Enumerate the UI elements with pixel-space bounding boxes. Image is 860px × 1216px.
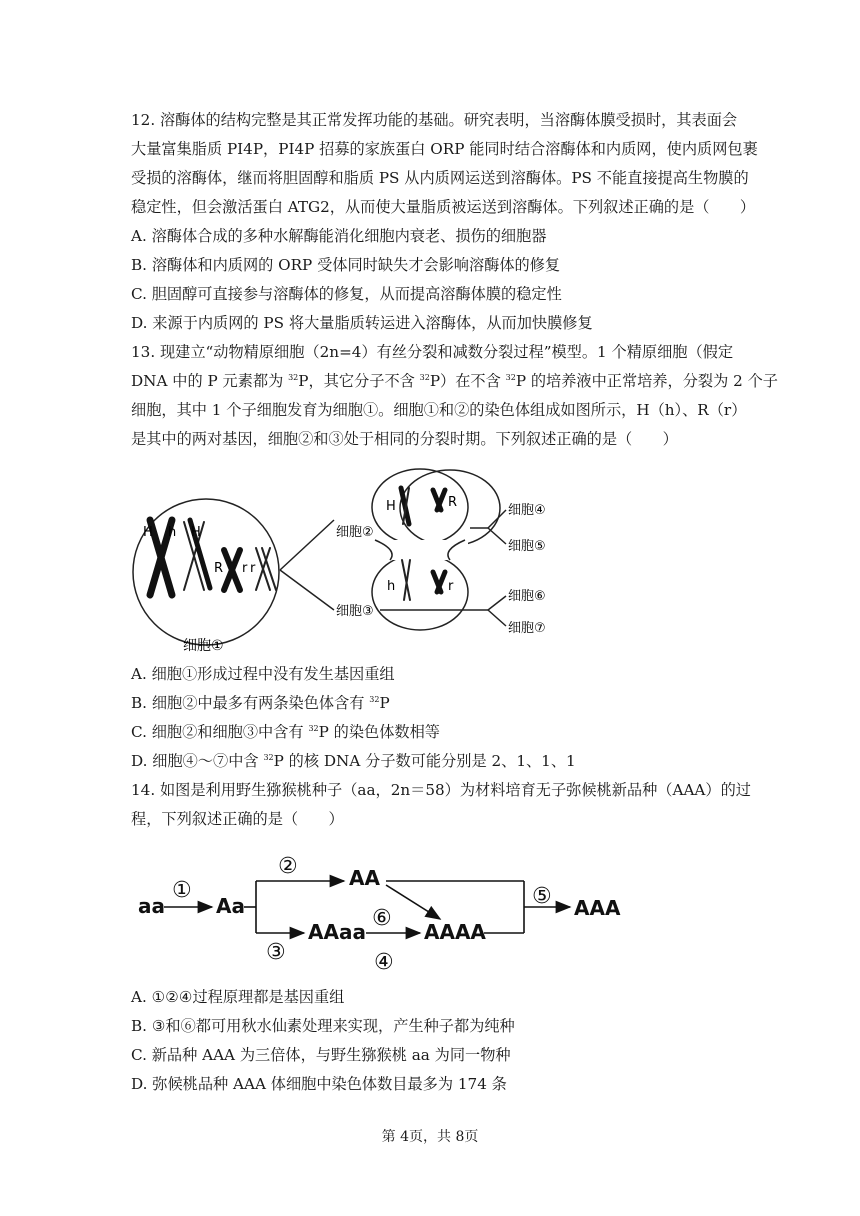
isotope-superscript: 32	[419, 373, 430, 382]
label-gene-R: R	[448, 495, 458, 510]
arrow-to-cell-5	[488, 528, 506, 544]
q14-option-a: A. ①②④过程原理都是基因重组	[131, 988, 345, 1006]
step-5-label: ⑤	[532, 884, 552, 909]
step-6-label: ⑥	[372, 906, 392, 931]
label-cell-4: 细胞④	[508, 503, 546, 518]
label-gene-h: h	[168, 525, 177, 540]
label-gene-H: H	[386, 499, 396, 514]
q12-stem-line-4: 稳定性，但会激活蛋白 ATG2，从而使大量脂质被运送到溶酶体。下列叙述正确的是（ ）	[131, 198, 756, 216]
label-gene-R: R	[214, 561, 224, 576]
page-footer: 第 4页，共 8页	[381, 1129, 479, 1145]
label-cell-7: 细胞⑦	[508, 621, 546, 636]
isotope-superscript: 32	[505, 373, 516, 382]
q12-option-c: C. 胆固醇可直接参与溶酶体的修复，从而提高溶酶体膜的稳定性	[131, 285, 562, 303]
label-cell-5: 细胞⑤	[508, 539, 546, 554]
label-gene-r: r	[250, 561, 256, 576]
q13-stem-line-3: 细胞，其中 1 个子细胞发育为细胞①。细胞①和②的染色体组成如图所示，H（h）、R（r）	[131, 401, 747, 419]
step-2-label: ②	[278, 854, 298, 879]
label-gene-r: r	[448, 579, 454, 594]
q12-option-d: D. 来源于内质网的 PS 将大量脂质转运进入溶酶体，从而加快膜修复	[131, 314, 593, 332]
q14-option-d: D. 弥候桃品种 AAA 体细胞中染色体数目最多为 174 条	[131, 1075, 507, 1093]
cell-division-figure	[128, 460, 568, 660]
label-gene-H: H	[191, 525, 201, 540]
q14-stem-line-1: 14. 如图是利用野生猕猴桃种子（aa，2n＝58）为材料培育无子弥候桃新品种（AAA）的过	[131, 781, 751, 799]
q13-stem-line-1: 13. 现建立“动物精原细胞（2n=4）有丝分裂和减数分裂过程”模型。1 个精原细胞（假定	[131, 343, 734, 361]
isotope-superscript: 32	[369, 695, 380, 704]
q12-stem-line-2: 大量富集脂质 PI4P，PI4P 招募的家族蛋白 ORP 能同时结合溶酶体和内质网，使内质网包裹	[131, 140, 758, 158]
q12-stem-line-3: 受损的溶酶体，继而将胆固醇和脂质 PS 从内质网运送到溶酶体。PS 不能直接提高生物膜的	[131, 169, 749, 187]
arrow-to-cell-4	[488, 510, 506, 528]
q13-stem-line-2: DNA 中的 P 元素都为 $^{32}$P，其它分子不含 $^{32}$P）在不含 $^{32}$P 的培养液中正常培养，分裂为 2 个子	[131, 372, 778, 390]
q13-option-c: C. 细胞②和细胞③中含有 $^{32}$P 的染色体数相等	[131, 723, 440, 741]
label-cell-1: 细胞①	[183, 638, 224, 654]
q14-option-b: B. ③和⑥都可用秋水仙素处理来实现，产生种子都为纯种	[131, 1017, 515, 1035]
label-cell-2: 细胞②	[336, 525, 374, 540]
genotype-AA: AA	[349, 866, 380, 890]
q13-stem-line-4: 是其中的两对基因，细胞②和③处于相同的分裂时期。下列叙述正确的是（ ）	[131, 430, 678, 448]
arrow-AA-to-AAAA	[386, 885, 440, 919]
breeding-process-figure	[134, 845, 634, 970]
q12-stem-line-1: 12. 溶酶体的结构完整是其正常发挥功能的基础。研究表明，当溶酶体膜受损时，其表面会	[131, 111, 738, 129]
isotope-superscript: 32	[308, 724, 319, 733]
arrow-to-cell-2	[280, 520, 334, 570]
step-3-label: ③	[266, 940, 286, 965]
label-gene-r: r	[242, 561, 248, 576]
q13-option-a: A. 细胞①形成过程中没有发生基因重组	[131, 665, 395, 683]
q13-option-d: D. 细胞④～⑦中含 $^{32}$P 的核 DNA 分子数可能分别是 2、1、1、1	[131, 752, 576, 770]
label-cell-6: 细胞⑥	[508, 589, 546, 604]
q14-stem-line-2: 程，下列叙述正确的是（ ）	[131, 810, 344, 828]
step-1-label: ①	[172, 878, 192, 903]
q12-option-a: A. 溶酶体合成的多种水解酶能消化细胞内衰老、损伤的细胞器	[131, 227, 547, 245]
label-gene-H: H	[143, 525, 153, 540]
genotype-aa: aa	[138, 894, 165, 918]
isotope-superscript: 32	[263, 753, 274, 762]
arrow-to-cell-6	[488, 596, 506, 610]
q12-option-b: B. 溶酶体和内质网的 ORP 受体同时缺失才会影响溶酶体的修复	[131, 256, 561, 274]
arrow-to-cell-3	[280, 570, 334, 610]
genotype-AAA: AAA	[574, 896, 621, 920]
label-cell-3: 细胞③	[336, 604, 374, 619]
q13-option-b: B. 细胞②中最多有两条染色体含有 $^{32}$P	[131, 694, 390, 712]
isotope-superscript: 32	[288, 373, 299, 382]
label-gene-h: h	[387, 579, 396, 594]
step-4-label: ④	[374, 950, 394, 970]
q14-option-c: C. 新品种 AAA 为三倍体，与野生猕猴桃 aa 为同一物种	[131, 1046, 511, 1064]
arrow-to-cell-7	[488, 610, 506, 626]
genotype-AAaa: AAaa	[308, 920, 366, 944]
genotype-Aa: Aa	[216, 894, 245, 918]
genotype-AAAA: AAAA	[424, 920, 486, 944]
